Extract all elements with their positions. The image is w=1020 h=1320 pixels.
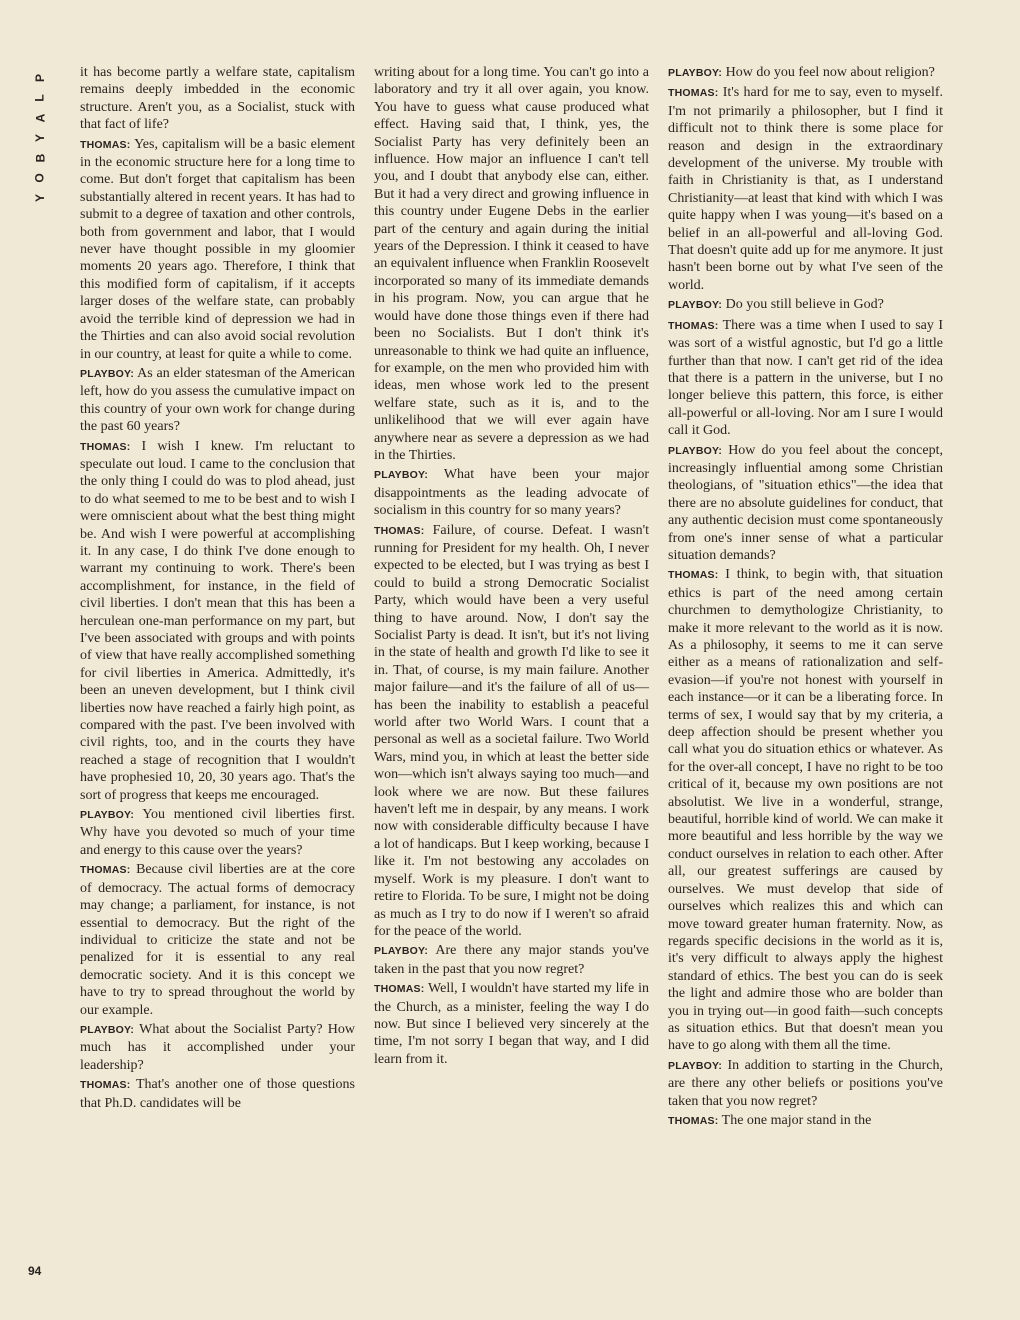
paragraph [374,522,649,941]
paragraph [374,942,649,978]
masthead-letter: A [32,113,47,123]
masthead-letter: L [33,94,47,102]
paragraph [668,1057,943,1110]
paragraph [80,136,355,363]
paragraph [668,1112,943,1130]
paragraph-text: What have been your major disappointments as the leading advocate of socialism in this country for so many years? [374,467,650,519]
paragraph-text: it has become partly a welfare state, capitalism remains deeply imbedded in the economic structure. Aren't you, as a Socialist, stuck with that fact of life? [80,65,355,133]
text-column-1 [80,64,355,1114]
paragraph [80,1076,355,1112]
speaker-label: PLAYBOY: [374,945,429,958]
paragraph [80,861,355,1019]
speaker-label: THOMAS: [374,983,425,996]
paragraph [374,980,649,1068]
paragraph-text: I wish I knew. I'm reluctant to speculate out loud. I came to the conclusion that the only thing I could do was to plod ahead, just to do what seemed to me to be best and to wish I were omniscient about what the best thing might be. And wish I were powerful at accomplishing it. In any case, I do think I've done enough to warrant my continuing to work. There's been accomplishment, for instance, in the field of civil liberties. I don't mean that this has been a herculean one-man performance on my part, but I've been associated with groups and with points of view that have really accomplished something for civil liberties in America. Admittedly, it's been an uneven development, but I think civil liberties now have reached a fairly high point, as compared with the past. I've been involved with civil rights, too, and in the courts they have reached a stage of recognition that I wouldn't have prophesied 10, 20, 30 years ago. That's the sort of progress that keeps me encouraged. [80,438,356,803]
paragraph [374,64,649,464]
paragraph-text: writing about for a long time. You can't go into a laboratory and try it all over again, you know. You have to guess what cause produced what effect. Having said that, I think, yes, the Socialist Party has very definitely been an influence. How major an influence I can't tell you, and I doubt that anybody else can, either. But it had a very direct and growing influence in this country under Eugene Debs in the earlier part of the century and again during the initial years of the Depression. I think it ceased to have an equivalent influence when Franklin Roosevelt incorporated so many of its immediate demands in his program. Now, you can argue that he would have done those things even if there had been no Socialists. But I don't think it's unreasonable to think we had quite an influence, for example, on the men who provided him with ideas, men whose work led to the present welfare state, such as it is, and to the unlikelihood that we will ever again have anywhere near as severe a depression as we had in the Thirties. [374,65,649,463]
paragraph-text: Do you still believe in God? [725,297,884,313]
paragraph-text: Well, I wouldn't have started my life in the Church, as a minister, feeling the way I do now. But since I believed very sincerely at the time, I'm not sorry I began that way, and I did learn from it. [374,981,649,1067]
text-column-2 [374,64,649,1070]
paragraph-text: Yes, capitalism will be a basic element in the economic structure here for a long time to come. But don't forget that capitalism has been substantially altered in recent years. It has had to submit to a degree of taxation and other controls, both from government and labor, that I would never have thought possible in my gloomier moments 20 years ago. Therefore, I think that this modified form of capitalism, if it accepts larger doses of the welfare state, can probably avoid the terrible kind of depression we had in the Thirties and can also avoid social revolution in our country, at least for quite a while to come. [80,136,355,362]
masthead [28,68,52,208]
paragraph [80,64,355,134]
paragraph-text: Are there any major stands you've taken in the past that you now regret? [374,943,649,977]
paragraph [80,1021,355,1074]
paragraph-text: There was a time when I used to say I was sort of a wistful agnostic, but I'd go a little further than that now. I can't get rid of the idea that there is a pattern in the universe, but I no longer believe this pattern, this force, is either all-powerful or all-loving. Nor am I sure I would call it God. [668,317,944,439]
masthead-letter: O [33,173,47,183]
speaker-label: PLAYBOY: [668,1059,723,1072]
paragraph [668,317,943,440]
speaker-label: PLAYBOY: [668,67,723,79]
speaker-label: PLAYBOY: [374,469,429,482]
speaker-label: PLAYBOY: [668,444,723,457]
paragraph-text: You mentioned civil liberties first. Why have you devoted so much of your time and energy to this cause over the years? [80,807,356,858]
paragraph-text: What about the Socialist Party? How much has it accomplished under your leadership? [80,1021,355,1073]
paragraph [668,296,943,314]
paragraph-text: I think, to begin with, that situation ethics is part of the need among certain churchmen to demythologize Christianity, to make it more relevant to the world as it is now. As a philosophy, it seems to me it can serve either as a means of rationalization and self-evasion—if you're not honest with yourself in each instance—or it can be a liberating force. In terms of sex, I would say that by my criteria, a deep affection should be present whether you call what you do situation ethics or whatever. As for the over-all concept, I have no right to be too critical of it, because my own positions are not absolutist. We live in a wonderful, strange, beautiful, horrible kind of world. We can make it more beautiful and less horrible by the way we conduct ourselves in relation to each other. After all, our greatest sufferings are caused by ourselves. We must develop that side of ourselves which realizes this and which can move toward greater human fraternity. Now, as regards specific decisions in the world as it is, it's very difficult to always apply the highest standard of ethics. The best you can do is seek the light and admire those who are bolder than you in trying out—in good faith—such concepts as situation ethics. But that doesn't mean you have to go along with them all the time. [668,567,944,1054]
paragraph [80,365,355,436]
paragraph-text: How do you feel now about religion? [725,65,935,80]
speaker-label: THOMAS: [668,87,719,100]
paragraph-text: It's hard for me to say, even to myself. I'm not primarily a philosopher, but I find it difficult not to think there is some place for reason and design in the extraordinary development of the universe. My trouble with faith in Christianity is that, as I understand Christianity—at least that kind with which I was quite happy when I was young—it's based on a belief in an all-powerful and all-loving God. That doesn't quite add up for me anymore. It just hasn't been borne out by what I've seen of the world. [668,85,944,293]
paragraph [80,806,355,859]
paragraph [80,438,355,805]
paragraph [374,466,649,519]
paragraph [668,64,943,82]
masthead-letter: Y [32,133,47,143]
paragraph [668,442,943,565]
speaker-label: THOMAS: [80,138,131,151]
paragraph-text: In addition to starting in the Church, are there any other beliefs or positions you've taken that you now regret? [668,1057,943,1109]
page-number: 94 [28,1264,42,1278]
speaker-label: THOMAS: [80,440,131,453]
speaker-label: THOMAS: [80,864,131,877]
speaker-label: THOMAS: [668,569,719,582]
speaker-label: THOMAS: [668,1114,719,1127]
speaker-label: PLAYBOY: [668,299,723,312]
paragraph-text: Because civil liberties are at the core of democracy. The actual forms of democracy may change; a parliament, for instance, is not essential to democracy. But the right of the individual to criticize the state and not be penalized for it is essential to any real democratic society. And it is this concept we have to try to spread throughout the world by our example. [80,862,355,1018]
paragraph-text: Failure, of course. Defeat. I wasn't running for President for my health. Oh, I never expected to be elected, but I was trying as best I could to build a strong Democratic Socialist Party, which would have been a very useful thing to have around. Now, I don't say the Socialist Party is dead. It isn't, but it's not living in the state of health and growth I'd like to see it in. That, of course, is my main failure. Another major failure—and it's the failure of all of us—has been the inability to establish a peaceful world after two World Wars. I count that a personal as well as a societal failure. Two World Wars, mind you, in which at least the better side won—which isn't always saying too much—and look where we are now. But these failures haven't left me in despair, by any means. I work now with considerable difficulty because I have a lot of handicaps. But I keep working, because I like it. I'm not bestowing any accolades on myself. Work is my pleasure. I don't want to retire to Florida. To be sure, I might not be doing as much as I try to do now if I weren't so afraid for the peace of the world. [374,522,649,939]
paragraph-text: How do you feel about the concept, increasingly influential among some Christian theologians, of "situation ethics"—the idea that there are no absolute guidelines for conduct, that any authentic decision must come spontaneously from one's inner sense of what a particular situation demands? [668,442,943,563]
speaker-label: THOMAS: [668,319,719,332]
speaker-label: PLAYBOY: [80,1023,135,1036]
paragraph-text: As an elder statesman of the American left, how do you assess the cumulative impact on this country of your own work for change during the past 60 years? [80,365,355,435]
speaker-label: THOMAS: [374,524,425,537]
masthead-letter: B [32,153,47,163]
speaker-label: PLAYBOY: [80,809,135,822]
text-column-3 [668,64,943,1132]
speaker-label: THOMAS: [80,1079,131,1092]
speaker-label: PLAYBOY: [80,367,135,380]
paragraph-text: The one major stand in the [721,1112,872,1128]
paragraph [668,566,943,1054]
masthead-letter: Y [32,193,47,203]
masthead-letter: P [32,73,47,83]
paragraph-text: That's another one of those questions that Ph.D. candidates will be [80,1077,355,1111]
paragraph [668,84,943,294]
